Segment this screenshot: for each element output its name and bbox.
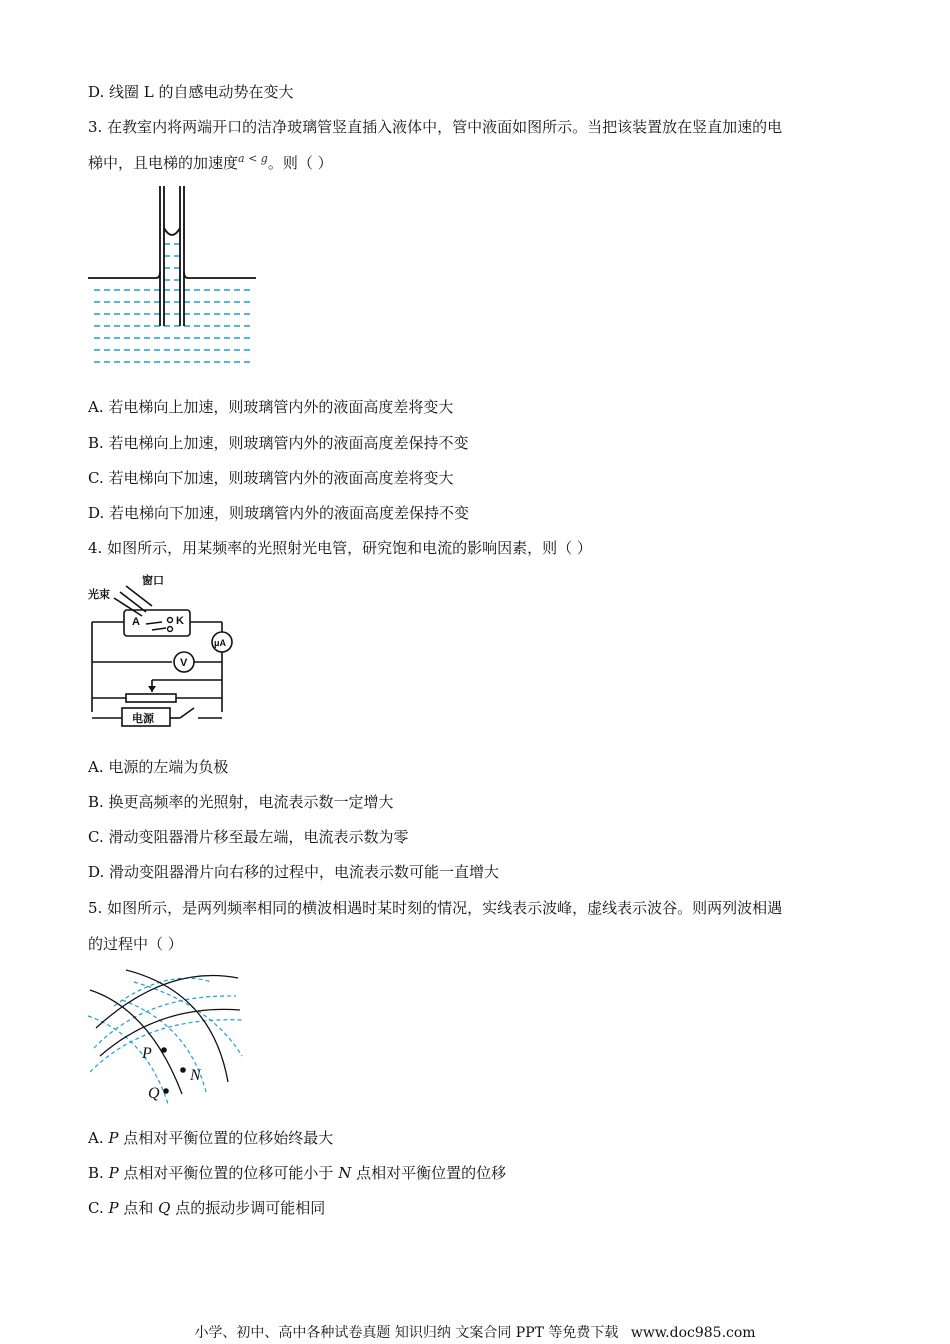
label-cathode: K	[176, 615, 184, 627]
q5-option-a: A. P 点相对平衡位置的位移始终最大	[88, 1129, 334, 1147]
q5-option-c: C. P 点和 Q 点的振动步调可能相同	[88, 1199, 326, 1217]
q3-stem-line2	[88, 153, 333, 175]
label-voltmeter: V	[180, 657, 188, 669]
photoelectric-circuit-figure	[86, 572, 246, 732]
var-q: Q	[158, 1199, 171, 1217]
trough-lines	[88, 978, 242, 1104]
footer-link[interactable]: www.doc985.com	[630, 1325, 756, 1341]
label-ammeter: μA	[214, 638, 227, 648]
label-p: P	[142, 1045, 152, 1062]
q4-option-a: A. 电源的左端为负极	[88, 758, 229, 776]
q2-option-d: D. 线圈 L 的自感电动势在变大	[88, 83, 294, 101]
q3-stem-end: 。则（ ）	[267, 154, 333, 172]
q5-option-b: B. P 点相对平衡位置的位移可能小于 N 点相对平衡位置的位移	[88, 1164, 507, 1182]
label-window: 窗口	[142, 575, 164, 587]
q3-option-b: B. 若电梯向上加速，则玻璃管内外的液面高度差保持不变	[88, 434, 469, 452]
q4-option-c: C. 滑动变阻器滑片移至最左端，电流表示数为零	[88, 828, 409, 846]
q4-option-d: D. 滑动变阻器滑片向右移的过程中，电流表示数可能一直增大	[88, 863, 500, 881]
var-p: P	[108, 1199, 119, 1217]
wave-interference-figure	[86, 964, 246, 1109]
q3-option-a: A. 若电梯向上加速，则玻璃管内外的液面高度差将变大	[88, 398, 454, 416]
label-light: 光束	[88, 589, 110, 601]
q4-stem: 4. 如图所示，用某频率的光照射光电管，研究饱和电流的影响因素，则（ ）	[88, 539, 592, 557]
liquid-lines	[94, 244, 254, 362]
q3-stem-line1: 3. 在教室内将两端开口的洁净玻璃管竖直插入液体中，管中液面如图所示。当把该装置放在竖直加速的电	[88, 118, 783, 136]
var-p: P	[108, 1164, 119, 1182]
q4-option-b: B. 换更高频率的光照射，电流表示数一定增大	[88, 793, 394, 811]
label-source: 电源	[132, 713, 154, 725]
capillary-tube-figure	[86, 186, 261, 366]
label-n: N	[190, 1067, 201, 1084]
label-anode: A	[132, 616, 140, 628]
label-q: Q	[148, 1085, 160, 1102]
page-footer	[0, 1322, 950, 1342]
var-n: N	[338, 1164, 352, 1182]
q3-option-c: C. 若电梯向下加速，则玻璃管内外的液面高度差将变大	[88, 469, 454, 487]
q5-stem-line1: 5. 如图所示，是两列频率相同的横波相遇时某时刻的情况，实线表示波峰，虚线表示波谷。则两列波相遇	[88, 899, 783, 917]
q3-option-d: D. 若电梯向下加速，则玻璃管内外的液面高度差保持不变	[88, 504, 470, 522]
q3-inequality: a < g	[238, 152, 268, 165]
q3-stem-text: 梯中，且电梯的加速度	[88, 154, 239, 172]
footer-text: 小学、初中、高中各种试卷真题 知识归纳 文案合同 PPT 等免费下载	[194, 1325, 619, 1341]
var-p: P	[108, 1129, 119, 1147]
tube-walls	[88, 186, 256, 326]
q5-stem-line2: 的过程中（ ）	[88, 935, 183, 953]
